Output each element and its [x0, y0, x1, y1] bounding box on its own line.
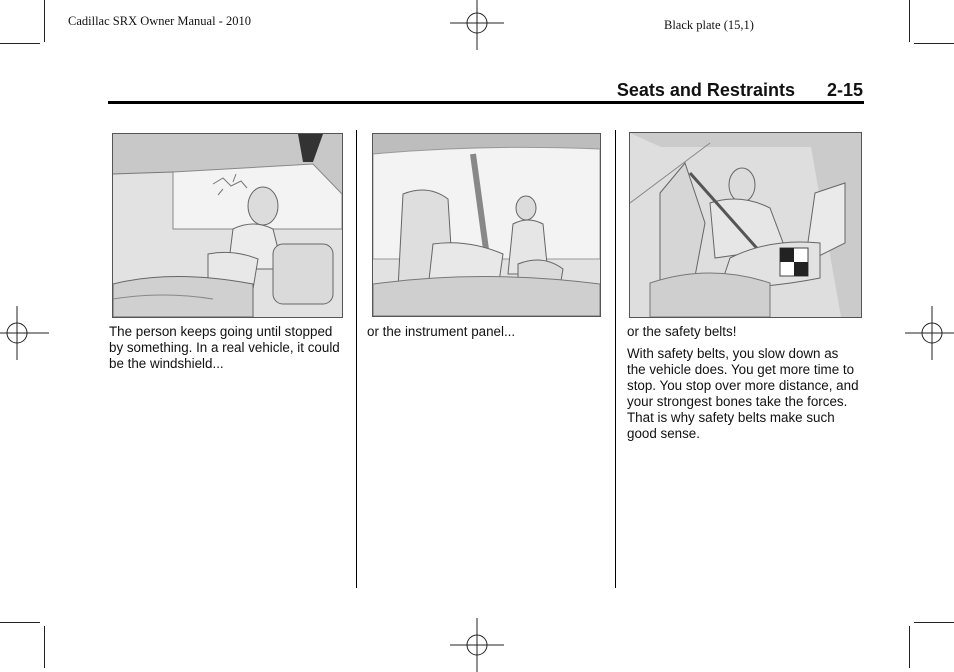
column-divider [356, 130, 357, 588]
paragraph: or the safety belts! [627, 324, 737, 339]
registration-mark-icon [905, 306, 954, 360]
crop-mark [909, 0, 910, 42]
running-header [617, 80, 863, 101]
illustration-windshield [112, 133, 343, 318]
registration-mark-icon [450, 0, 504, 50]
crop-mark [914, 622, 954, 623]
section-title: Seats and Restraints [616, 80, 795, 100]
page-number: 2-15 [826, 80, 863, 100]
crop-mark [914, 43, 954, 44]
slug-right: Black plate (15,1) [664, 18, 754, 32]
crop-mark [0, 43, 40, 44]
column-2-text [367, 324, 607, 346]
paragraph: The person keeps going until stopped by something. In a real vehicle, it could be the windshield... [109, 324, 340, 371]
paragraph: With safety belts, you slow down as the vehicle does. You get more time to stop. You stop over more distance, and your strongest bones take the forces. That is why safety belts make such good sense. [627, 346, 859, 441]
crop-mark [44, 626, 45, 668]
column-3-text [627, 324, 859, 448]
column-divider [615, 130, 616, 588]
illustration-safety-belts [629, 132, 862, 318]
header-rule [108, 101, 864, 104]
column-1-text [109, 324, 349, 378]
crop-mark [0, 622, 40, 623]
registration-mark-icon [0, 306, 49, 360]
slug-left: Cadillac SRX Owner Manual - 2010 [68, 14, 251, 28]
registration-mark-icon [450, 618, 504, 672]
paragraph: or the instrument panel... [367, 324, 516, 339]
illustration-instrument-panel [372, 133, 601, 317]
crop-mark [44, 0, 45, 42]
crop-mark [909, 626, 910, 668]
